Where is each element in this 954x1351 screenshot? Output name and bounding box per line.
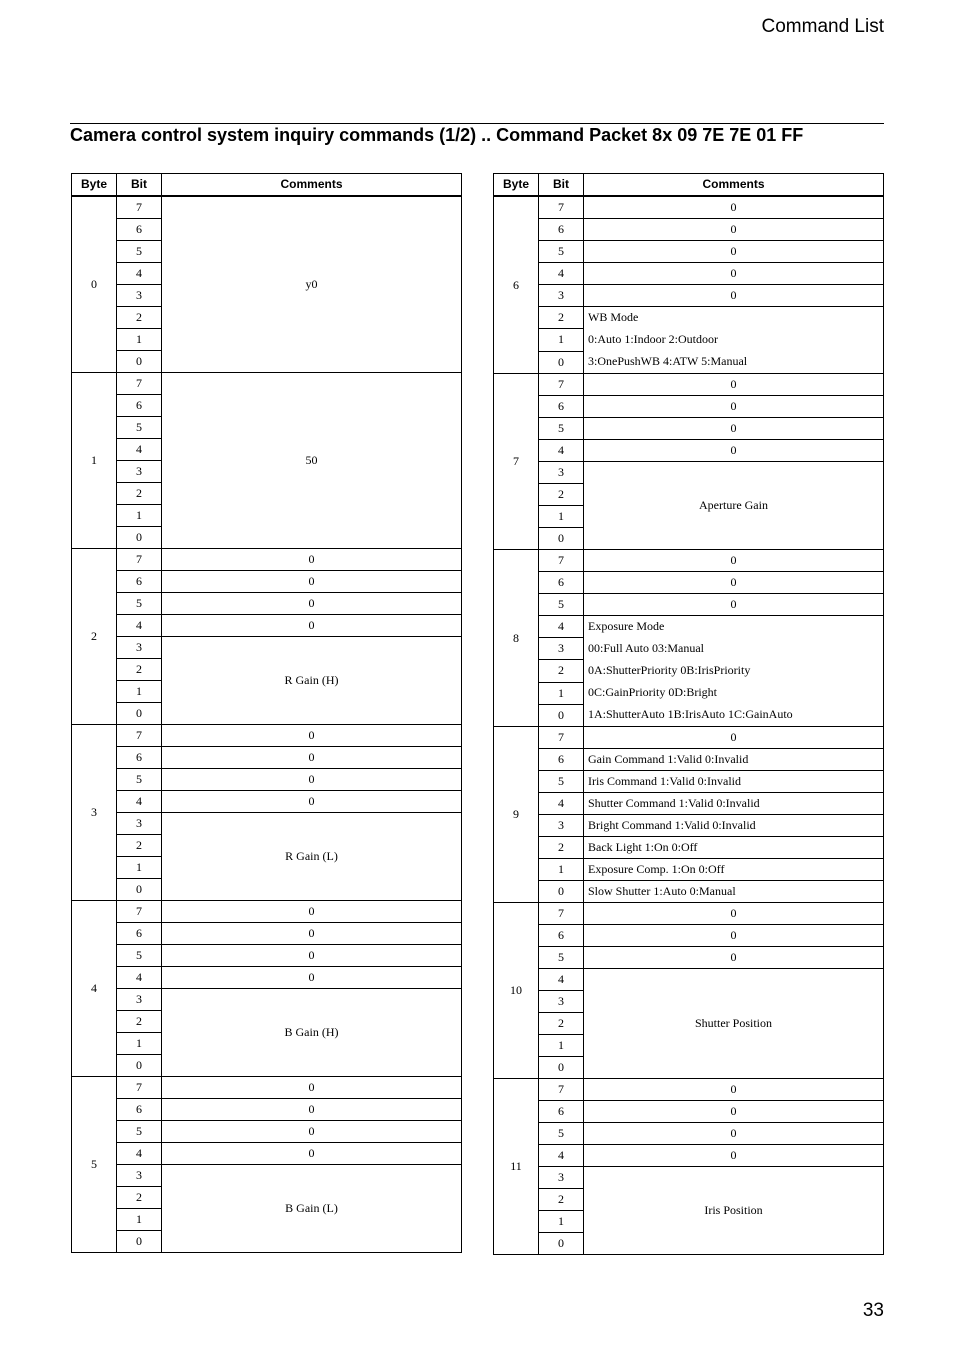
bit-cell: 7	[117, 725, 162, 747]
bit-cell: 7	[117, 901, 162, 923]
table-row	[72, 813, 462, 835]
bit-cell: 3	[539, 815, 584, 837]
bit-cell: 3	[117, 285, 162, 307]
comment-cell: Aperture Gain	[584, 462, 884, 550]
comment-line: 0A:ShutterPriority 0B:IrisPriority	[588, 663, 751, 677]
table-row	[494, 196, 884, 219]
comment-cell: 0	[162, 549, 462, 571]
comment-cell: 0	[584, 572, 884, 594]
bit-cell: 0	[539, 1057, 584, 1079]
table-row	[494, 947, 884, 969]
bit-cell: 5	[117, 593, 162, 615]
bit-cell: 4	[539, 1145, 584, 1167]
table-row	[72, 1165, 462, 1187]
bit-cell: 7	[539, 196, 584, 219]
comment-cell: 0	[584, 1079, 884, 1101]
bit-cell: 6	[117, 219, 162, 241]
bit-cell: 6	[117, 395, 162, 417]
table-row	[494, 881, 884, 903]
comment-line: 3:OnePushWB 4:ATW 5:Manual	[588, 354, 748, 368]
comment-cell: B Gain (L)	[162, 1165, 462, 1253]
comment-cell: 0	[162, 1099, 462, 1121]
bit-cell: 4	[539, 616, 584, 638]
bit-cell: 4	[539, 263, 584, 285]
comment-cell	[584, 616, 884, 727]
comment-cell: Shutter Position	[584, 969, 884, 1079]
comment-cell	[584, 307, 884, 374]
comment-cell: 0	[584, 418, 884, 440]
bit-cell: 3	[539, 638, 584, 660]
table-row	[72, 1143, 462, 1165]
command-table-left	[71, 173, 462, 1253]
table-row	[72, 967, 462, 989]
table-row	[72, 549, 462, 571]
table-row	[72, 791, 462, 813]
table-row	[494, 440, 884, 462]
bit-cell: 3	[539, 285, 584, 307]
byte-cell: 2	[72, 549, 117, 725]
byte-cell: 9	[494, 727, 539, 903]
bit-cell: 2	[539, 837, 584, 859]
table-row	[72, 989, 462, 1011]
bit-cell: 4	[539, 969, 584, 991]
bit-cell: 6	[539, 572, 584, 594]
bit-cell: 7	[539, 1079, 584, 1101]
bit-cell: 2	[117, 659, 162, 681]
table-row	[494, 815, 884, 837]
byte-cell: 1	[72, 373, 117, 549]
comment-cell: 0	[584, 1123, 884, 1145]
table-row	[494, 462, 884, 484]
table-row	[494, 219, 884, 241]
section-title: Camera control system inquiry commands (1/2) .. Command Packet 8x 09 7E 7E 01 FF	[70, 125, 804, 145]
comment-line: 00:Full Auto 03:Manual	[588, 641, 705, 655]
table-row	[72, 593, 462, 615]
comment-cell: 0	[162, 593, 462, 615]
table-row	[494, 925, 884, 947]
comment-cell: 0	[584, 1101, 884, 1123]
bit-cell: 6	[539, 219, 584, 241]
bit-cell: 1	[117, 1033, 162, 1055]
comment-cell: Exposure Comp. 1:On 0:Off	[584, 859, 884, 881]
table-row	[494, 727, 884, 749]
comment-cell: Gain Command 1:Valid 0:Invalid	[584, 749, 884, 771]
bit-cell: 2	[117, 1011, 162, 1033]
comment-cell: Bright Command 1:Valid 0:Invalid	[584, 815, 884, 837]
bit-cell: 4	[117, 439, 162, 461]
table-row	[494, 771, 884, 793]
bit-cell: 3	[539, 991, 584, 1013]
bit-cell: 3	[539, 1167, 584, 1189]
bit-cell: 0	[117, 879, 162, 901]
comment-cell: Back Light 1:On 0:Off	[584, 837, 884, 859]
comment-cell: 0	[162, 615, 462, 637]
bit-cell: 3	[539, 462, 584, 484]
comment-cell: 0	[584, 196, 884, 219]
table-row	[72, 373, 462, 395]
bit-cell: 5	[539, 1123, 584, 1145]
comment-cell: 0	[584, 1145, 884, 1167]
table-row	[494, 594, 884, 616]
byte-column-header: Byte	[494, 174, 539, 197]
table-row	[494, 1167, 884, 1189]
comment-cell: 0	[584, 727, 884, 749]
bit-cell: 7	[117, 1077, 162, 1099]
bit-cell: 4	[539, 440, 584, 462]
table-row	[494, 969, 884, 991]
bit-cell: 2	[539, 484, 584, 506]
bit-cell: 7	[539, 374, 584, 396]
bit-cell: 5	[117, 1121, 162, 1143]
table-row	[72, 923, 462, 945]
comment-cell: 0	[162, 1077, 462, 1099]
comment-cell: 0	[162, 945, 462, 967]
table-row	[72, 571, 462, 593]
table-row	[494, 374, 884, 396]
bit-cell: 1	[539, 1035, 584, 1057]
bit-cell: 5	[117, 241, 162, 263]
bit-cell: 1	[539, 329, 584, 351]
bit-cell: 3	[117, 461, 162, 483]
bit-cell: 6	[117, 571, 162, 593]
table-row	[494, 1079, 884, 1101]
bit-cell: 1	[117, 857, 162, 879]
command-table-right	[493, 173, 884, 1255]
bit-cell: 6	[117, 747, 162, 769]
comment-cell: 0	[584, 903, 884, 925]
bit-cell: 3	[117, 989, 162, 1011]
comment-cell: 0	[162, 967, 462, 989]
byte-cell: 10	[494, 903, 539, 1079]
bit-cell: 7	[539, 550, 584, 572]
table-row	[72, 615, 462, 637]
bit-cell: 5	[117, 769, 162, 791]
comment-line: WB Mode	[588, 310, 639, 324]
comment-cell: Shutter Command 1:Valid 0:Invalid	[584, 793, 884, 815]
comments-column-header: Comments	[162, 174, 462, 197]
comment-cell: Slow Shutter 1:Auto 0:Manual	[584, 881, 884, 903]
comment-cell: 0	[584, 925, 884, 947]
comment-line: Exposure Mode	[588, 619, 665, 633]
bit-cell: 1	[539, 1211, 584, 1233]
table-row	[494, 1101, 884, 1123]
table-row	[494, 903, 884, 925]
byte-cell: 0	[72, 196, 117, 373]
table-row	[494, 837, 884, 859]
byte-cell: 11	[494, 1079, 539, 1255]
bit-cell: 5	[539, 771, 584, 793]
comment-cell: 0	[584, 241, 884, 263]
bit-cell: 2	[539, 660, 584, 682]
bit-cell: 2	[117, 835, 162, 857]
bit-cell: 4	[117, 263, 162, 285]
bit-cell: 5	[539, 418, 584, 440]
bit-cell: 6	[539, 396, 584, 418]
table-row	[494, 793, 884, 815]
table-row	[494, 550, 884, 572]
bit-cell: 1	[539, 682, 584, 704]
table-row	[494, 285, 884, 307]
table-row	[494, 418, 884, 440]
bit-cell: 4	[117, 791, 162, 813]
bit-cell: 0	[117, 527, 162, 549]
comment-cell: y0	[162, 196, 462, 373]
bit-cell: 6	[117, 923, 162, 945]
bit-cell: 0	[117, 1231, 162, 1253]
table-row	[72, 725, 462, 747]
comments-column-header: Comments	[584, 174, 884, 197]
bit-cell: 7	[117, 196, 162, 219]
comment-cell: 0	[162, 1143, 462, 1165]
table-row	[72, 1077, 462, 1099]
table-row	[72, 196, 462, 219]
bit-cell: 2	[117, 483, 162, 505]
bit-cell: 4	[117, 967, 162, 989]
bit-cell: 4	[117, 615, 162, 637]
section-rule	[70, 123, 884, 124]
bit-cell: 0	[539, 1233, 584, 1255]
comment-line: 1A:ShutterAuto 1B:IrisAuto 1C:GainAuto	[588, 707, 793, 721]
bit-cell: 0	[539, 881, 584, 903]
table-row	[72, 769, 462, 791]
bit-column-header: Bit	[117, 174, 162, 197]
comment-cell: 0	[584, 219, 884, 241]
comment-cell: 0	[584, 374, 884, 396]
table-row	[72, 901, 462, 923]
byte-cell: 5	[72, 1077, 117, 1253]
comment-cell: 0	[584, 594, 884, 616]
comment-cell: 0	[584, 550, 884, 572]
bit-cell: 6	[539, 1101, 584, 1123]
table-row	[494, 1123, 884, 1145]
table-row	[494, 749, 884, 771]
table-row	[72, 945, 462, 967]
comment-cell: 0	[584, 263, 884, 285]
bit-cell: 0	[117, 703, 162, 725]
byte-cell: 6	[494, 196, 539, 374]
bit-cell: 2	[539, 1013, 584, 1035]
bit-cell: 3	[117, 813, 162, 835]
comment-cell: 0	[162, 725, 462, 747]
bit-cell: 0	[117, 351, 162, 373]
page-header-title: Command List	[761, 16, 884, 37]
bit-cell: 7	[539, 727, 584, 749]
table-row	[494, 572, 884, 594]
table-row	[494, 616, 884, 638]
table-row	[494, 241, 884, 263]
bit-cell: 5	[117, 945, 162, 967]
bit-cell: 0	[539, 351, 584, 373]
page-number: 33	[862, 1300, 884, 1321]
comment-cell: 0	[584, 947, 884, 969]
bit-cell: 5	[117, 417, 162, 439]
byte-column-header: Byte	[72, 174, 117, 197]
table-header-row	[72, 174, 462, 197]
comment-cell: R Gain (H)	[162, 637, 462, 725]
bit-cell: 0	[539, 704, 584, 726]
bit-cell: 1	[539, 859, 584, 881]
bit-cell: 0	[539, 528, 584, 550]
comment-cell: 0	[162, 923, 462, 945]
comment-line: 0C:GainPriority 0D:Bright	[588, 685, 717, 699]
bit-cell: 1	[117, 681, 162, 703]
comment-cell: 0	[584, 440, 884, 462]
byte-cell: 4	[72, 901, 117, 1077]
comment-cell: 0	[162, 791, 462, 813]
table-row	[72, 747, 462, 769]
bit-cell: 2	[539, 307, 584, 329]
table-row	[494, 396, 884, 418]
bit-cell: 5	[539, 241, 584, 263]
bit-cell: 5	[539, 947, 584, 969]
table-row	[494, 263, 884, 285]
table-row	[494, 307, 884, 329]
bit-cell: 7	[539, 903, 584, 925]
comment-cell: 0	[162, 1121, 462, 1143]
bit-cell: 6	[539, 749, 584, 771]
bit-cell: 2	[539, 1189, 584, 1211]
bit-cell: 7	[117, 373, 162, 395]
bit-cell: 3	[117, 1165, 162, 1187]
table-header-row	[494, 174, 884, 197]
bit-cell: 1	[117, 329, 162, 351]
byte-cell: 3	[72, 725, 117, 901]
comment-cell: 0	[162, 571, 462, 593]
bit-cell: 7	[117, 549, 162, 571]
comment-cell: Iris Position	[584, 1167, 884, 1255]
bit-cell: 6	[539, 925, 584, 947]
bit-cell: 0	[117, 1055, 162, 1077]
comment-cell: Iris Command 1:Valid 0:Invalid	[584, 771, 884, 793]
table-row	[72, 1099, 462, 1121]
comment-cell: 0	[162, 901, 462, 923]
bit-cell: 2	[117, 1187, 162, 1209]
bit-cell: 5	[539, 594, 584, 616]
table-row	[72, 1121, 462, 1143]
comment-cell: 0	[584, 396, 884, 418]
bit-column-header: Bit	[539, 174, 584, 197]
bit-cell: 1	[117, 1209, 162, 1231]
bit-cell: 6	[117, 1099, 162, 1121]
comment-cell: B Gain (H)	[162, 989, 462, 1077]
bit-cell: 3	[117, 637, 162, 659]
comment-cell: 0	[162, 747, 462, 769]
table-row	[494, 859, 884, 881]
bit-cell: 1	[539, 506, 584, 528]
bit-cell: 1	[117, 505, 162, 527]
comment-cell: 0	[162, 769, 462, 791]
comment-cell: 0	[584, 285, 884, 307]
table-row	[494, 1145, 884, 1167]
bit-cell: 4	[539, 793, 584, 815]
comment-cell: 50	[162, 373, 462, 549]
bit-cell: 2	[117, 307, 162, 329]
byte-cell: 8	[494, 550, 539, 727]
table-row	[72, 637, 462, 659]
comment-cell: R Gain (L)	[162, 813, 462, 901]
comment-line: 0:Auto 1:Indoor 2:Outdoor	[588, 332, 718, 346]
byte-cell: 7	[494, 374, 539, 550]
bit-cell: 4	[117, 1143, 162, 1165]
